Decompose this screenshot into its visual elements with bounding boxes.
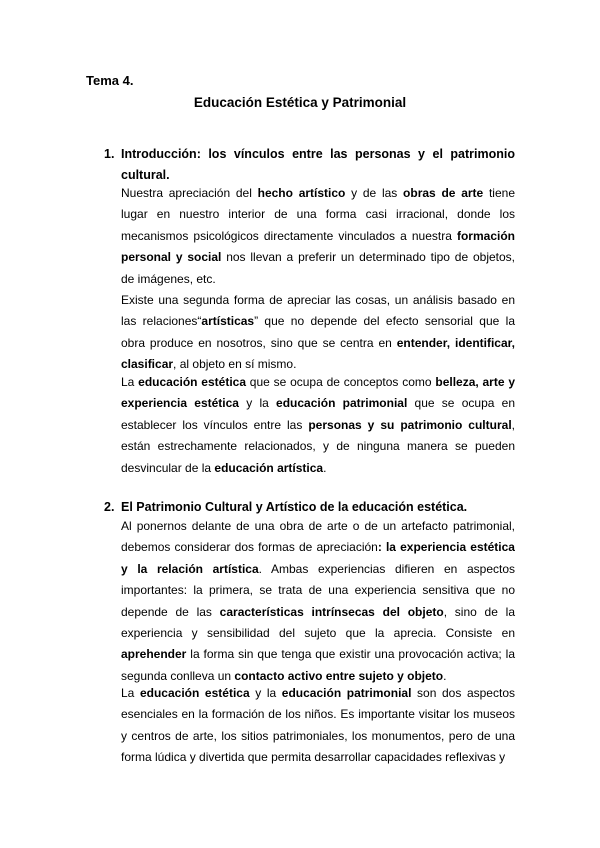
text-run: y la xyxy=(238,396,277,411)
bold-run: educación patrimonial xyxy=(281,686,412,700)
text-run: . xyxy=(443,668,447,683)
text-run: Nuestra apreciación del xyxy=(121,186,258,200)
text-run: la forma sin que tenga que existir una provocación activa; la segunda conlleva un xyxy=(121,647,515,683)
section-2-number: 2. xyxy=(104,500,115,514)
text-run: que se ocupa de conceptos como xyxy=(246,375,436,389)
section-1-paragraph-2 xyxy=(121,290,515,376)
bold-run: educación artística xyxy=(214,460,324,475)
text-run: nos llevan a preferir un determinado tipo de objetos, de imágenes, etc. xyxy=(121,250,515,286)
bold-run: características intrínsecas del objeto xyxy=(219,604,444,619)
bold-run: educación patrimonial xyxy=(276,396,408,411)
section-2-heading: El Patrimonio Cultural y Artístico de la educación estética. xyxy=(121,500,468,514)
text-run: y la xyxy=(249,686,282,700)
text-run: La xyxy=(121,686,140,700)
text-run: . Ambas experiencias difieren en aspectos importantes: la primera, se trata de una experiencia sensitiva que no depende de las xyxy=(121,561,515,619)
text-run: . xyxy=(323,460,327,475)
section-1-heading: Introducción: los vínculos entre las personas y el patrimonio cultural. xyxy=(121,147,515,182)
text-run: , están estrechamente relacionados, y de ninguna manera se pueden desvincular de la xyxy=(121,417,515,475)
section-1-number: 1. xyxy=(104,147,115,161)
bold-run: educación estética xyxy=(138,375,246,389)
section-2-paragraph-2 xyxy=(121,683,515,769)
text-run: y de las xyxy=(345,186,404,200)
bold-run: artísticas xyxy=(201,314,255,329)
tema-label: Tema 4. xyxy=(86,73,134,88)
bold-run: obras de arte xyxy=(403,186,484,200)
section-1-paragraph-1 xyxy=(121,183,515,290)
bold-run: contacto activo entre sujeto y objeto xyxy=(234,668,444,683)
text-run: ” que no depende del efecto sensorial que la obra produce en nosotros, sino que se centra en xyxy=(121,314,516,350)
page-title: Educación Estética y Patrimonial xyxy=(193,95,407,110)
text-run: Al ponernos delante de una obra de arte o de un artefacto patrimonial, debemos considerar dos formas de apreciación xyxy=(121,519,515,555)
bold-run: hecho artístico xyxy=(257,186,346,200)
section-2-paragraph-1 xyxy=(121,516,515,687)
text-run: La xyxy=(121,375,139,389)
bold-run: : la experiencia estética y la relación artística xyxy=(121,540,515,576)
text-run: , al objeto en sí mismo. xyxy=(173,357,297,372)
text-run: , sino de la experiencia y sensibilidad del sujeto que la aprecia. Consiste en xyxy=(121,604,516,641)
text-run: son dos aspectos esenciales en la formación de los niños. Es importante visitar los museos y centros de arte, los sitios patrimoniales, los monumentos, pero de una forma lúdica y divertida que permita desarrollar capacidades reflexivas y xyxy=(121,686,515,765)
bold-run: belleza, arte y experiencia estética xyxy=(121,375,515,411)
bold-run: entender, identificar, clasificar xyxy=(121,335,515,372)
section-1-paragraph-3 xyxy=(121,372,515,479)
text-run: tiene lugar en nuestro interior de una forma casi irracional, donde los mecanismos psicológicos directamente vinculados a nuestra xyxy=(121,186,515,243)
text-run: Existe una segunda forma de apreciar las cosas, un análisis basado en las relaciones“ xyxy=(121,293,515,329)
bold-run: personas y su patrimonio cultural xyxy=(308,417,512,432)
text-run: que se ocupa en establecer los vínculos entre las xyxy=(121,396,516,432)
bold-run: formación personal y social xyxy=(121,228,515,265)
bold-run: aprehender xyxy=(121,647,187,662)
bold-run: educación estética xyxy=(139,686,250,700)
